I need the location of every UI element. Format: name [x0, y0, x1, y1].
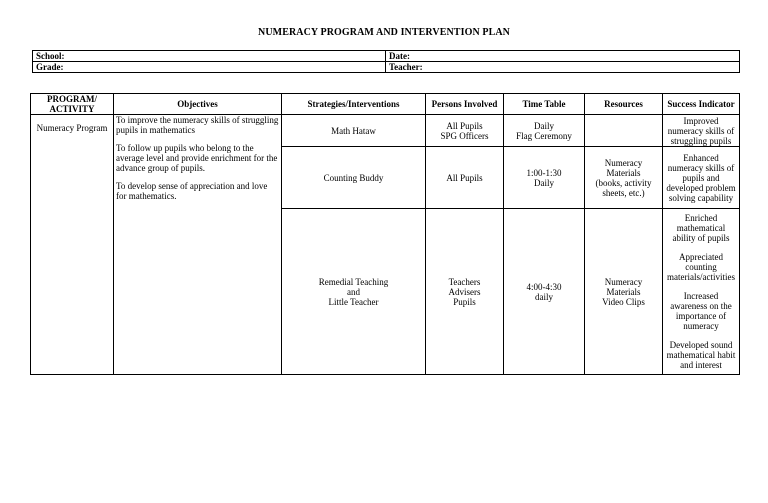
school-field[interactable]	[33, 51, 386, 62]
strategy-cell: Remedial Teaching and Little Teacher	[282, 209, 426, 375]
header-timetable: Time Table	[504, 94, 585, 115]
success-item: Appreciated counting materials/activities	[667, 252, 735, 282]
table-row	[31, 115, 740, 147]
plan-table	[30, 93, 740, 375]
school-label: School:	[36, 51, 65, 61]
header-persons: Persons Involved	[426, 94, 504, 115]
resources-cell: Numeracy Materials Video Clips	[585, 209, 663, 375]
grade-label: Grade:	[36, 62, 64, 72]
objectives-cell	[114, 115, 282, 375]
strategy-cell: Math Hataw	[282, 115, 426, 147]
header-program: PROGRAM/ ACTIVITY	[31, 94, 114, 115]
info-table	[32, 50, 740, 73]
success-item: Developed sound mathematical habit and interest	[666, 340, 736, 370]
header-strategies: Strategies/Interventions	[282, 94, 426, 115]
strategy-cell: Counting Buddy	[282, 147, 426, 209]
header-row	[31, 94, 740, 115]
success-item: Enriched mathematical ability of pupils	[672, 213, 730, 243]
date-label: Date:	[389, 51, 410, 61]
resources-cell	[585, 115, 663, 147]
time-cell: 4:00-4:30 daily	[504, 209, 585, 375]
resources-cell: Numeracy Materials (books, activity sheets, etc.)	[585, 147, 663, 209]
objective-item: To follow up pupils who belong to the average level and provide enrichment for the advance group of pupils.	[116, 143, 278, 173]
persons-cell: All Pupils	[426, 147, 504, 209]
success-item: Increased awareness on the importance of numeracy	[670, 291, 732, 331]
success-cell: Enhanced numeracy skills of pupils and developed problem solving capability	[663, 147, 740, 209]
success-cell: Improved numeracy skills of struggling pupils	[663, 115, 740, 147]
header-objectives: Objectives	[114, 94, 282, 115]
objective-item: To improve the numeracy skills of struggling pupils in mathematics	[116, 115, 279, 135]
persons-cell: All Pupils SPG Officers	[426, 115, 504, 147]
time-cell: Daily Flag Ceremony	[504, 115, 585, 147]
header-success: Success Indicator	[663, 94, 740, 115]
program-cell: Numeracy Program	[31, 115, 114, 375]
persons-cell: Teachers Advisers Pupils	[426, 209, 504, 375]
objective-item: To develop sense of appreciation and love for mathematics.	[116, 181, 268, 201]
grade-field[interactable]	[33, 62, 386, 73]
time-cell: 1:00-1:30 Daily	[504, 147, 585, 209]
teacher-label: Teacher:	[389, 62, 423, 72]
success-cell	[663, 209, 740, 375]
teacher-field[interactable]	[386, 62, 740, 73]
header-resources: Resources	[585, 94, 663, 115]
document-title: NUMERACY PROGRAM AND INTERVENTION PLAN	[258, 27, 510, 38]
date-field[interactable]	[386, 51, 740, 62]
